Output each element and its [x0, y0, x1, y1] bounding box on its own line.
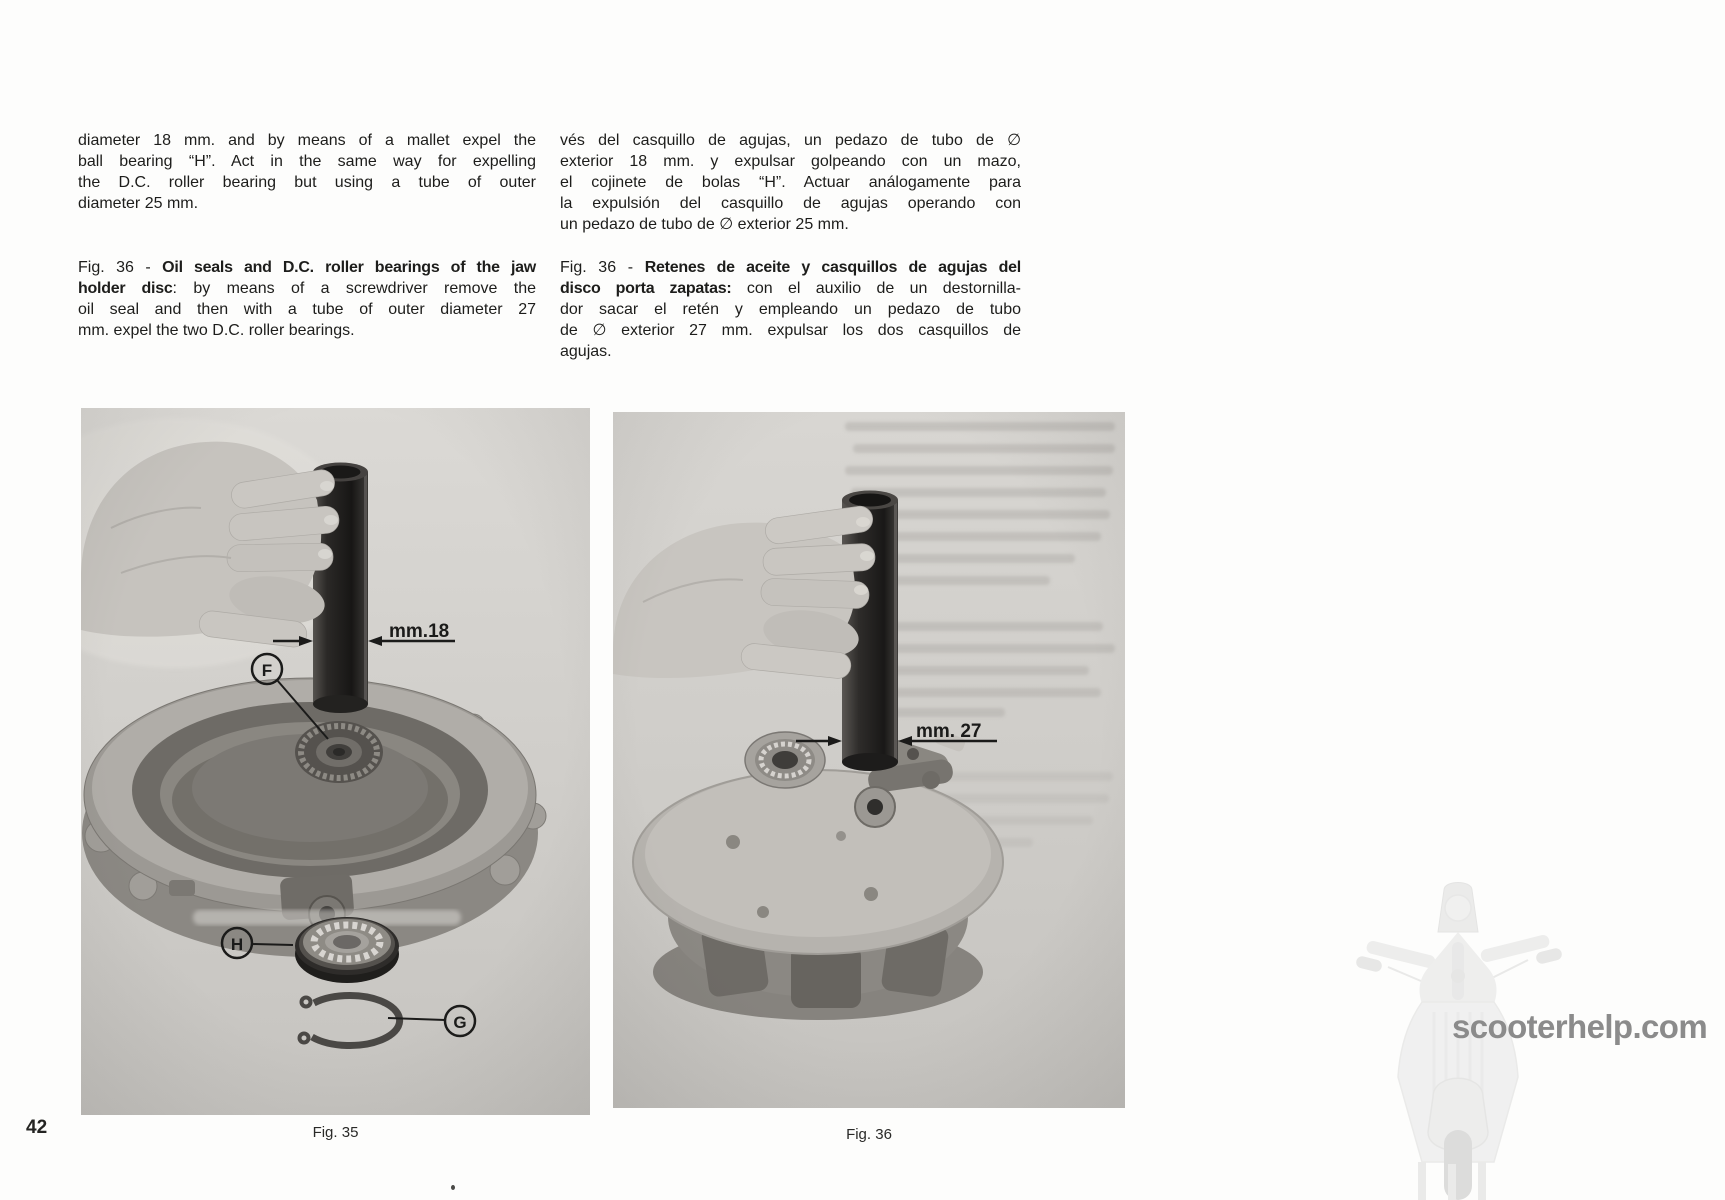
text-line — [78, 278, 536, 299]
english-paragraph-1 — [78, 130, 536, 214]
photo-vignette — [613, 412, 1125, 1108]
text-line: la expulsión del casquillo de agujas operando con — [560, 195, 1021, 212]
caption-text: : by means of a screwdriver remove the — [172, 280, 536, 297]
page-speck — [451, 1185, 455, 1190]
figure-35-photo — [81, 408, 590, 1115]
figure-36-caption: Fig. 36 — [846, 1126, 892, 1143]
text-line: un pedazo de tubo de ∅ exterior 25 mm. — [560, 216, 849, 233]
caption-bold: Oil seals and D.C. roller bearings of the jaw — [162, 259, 536, 276]
text-line: the D.C. roller bearing but using a tube of outer — [78, 174, 536, 191]
text-line: oil seal and then with a tube of outer diameter 27 — [78, 301, 536, 318]
text-line — [560, 257, 1021, 278]
page-number: 42 — [26, 1117, 48, 1138]
text-line: ball bearing “H”. Act in the same way for expelling — [78, 153, 536, 170]
caption-bold: disco porta zapatas: — [560, 280, 732, 297]
caption-prefix: Fig. 36 - — [560, 259, 645, 276]
caption-text: con el auxilio de un destornilla- — [731, 280, 1021, 297]
text-line: agujas. — [560, 343, 612, 360]
text-line: diameter 18 mm. and by means of a mallet expel the — [78, 132, 536, 149]
text-line: exterior 18 mm. y expulsar golpeando con un mazo, — [560, 153, 1021, 170]
text-line — [78, 257, 536, 278]
figure-36-photo — [613, 412, 1125, 1108]
text-line: de ∅ exterior 27 mm. expulsar los dos casquillos de — [560, 322, 1021, 339]
english-text-column — [78, 130, 536, 341]
spanish-text-column — [560, 130, 1021, 362]
spanish-fig36-caption — [560, 257, 1021, 362]
text-line: dor sacar el retén y empleando un pedazo de tubo — [560, 301, 1021, 318]
figure-35-caption: Fig. 35 — [312, 1124, 359, 1141]
text-line — [560, 278, 1021, 299]
photo-vignette — [81, 408, 590, 1115]
text-line: vés del casquillo de agujas, un pedazo de tubo de ∅ — [560, 132, 1021, 149]
caption-bold: Retenes de aceite y casquillos de agujas del — [644, 259, 1021, 276]
text-line: mm. expel the two D.C. roller bearings. — [78, 322, 355, 339]
caption-prefix: Fig. 36 - — [78, 259, 163, 276]
watermark-text: scooterhelp.com — [1452, 1008, 1708, 1045]
caption-bold: holder disc — [78, 280, 173, 297]
text-line: el cojinete de bolas “H”. Actuar análogamente para — [560, 174, 1021, 191]
spanish-paragraph-1 — [560, 130, 1021, 235]
english-fig36-caption — [78, 257, 536, 341]
text-line: diameter 25 mm. — [78, 195, 199, 212]
